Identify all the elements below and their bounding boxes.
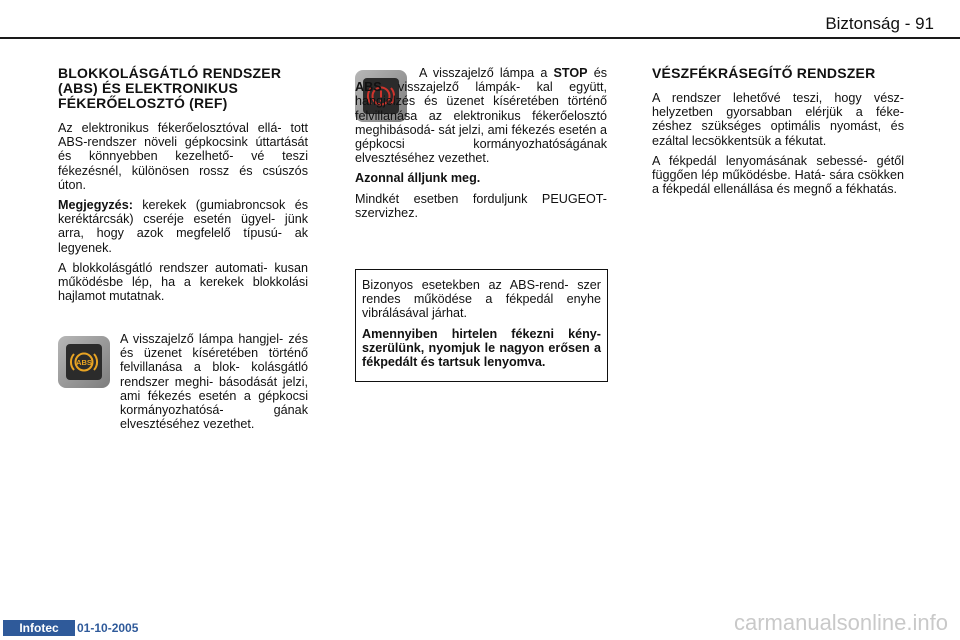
abs-warning-icon (58, 336, 110, 388)
service-text: Mindkét esetben forduljunk PEUGEOT- szervizhez. (355, 191, 607, 220)
header-rule (0, 37, 960, 39)
ref-section (355, 66, 607, 226)
page-header: Biztonság - 91 (825, 14, 934, 33)
ref-lamp-paragraph: A visszajelző lámpa a STOP és ABS visszajelző lámpák- kal együtt, hangjelzés és üzenet kíséretében történő felvillanása az elektronikus fékerőelosztó meghibásodá- sát jelzi, ami fékezés esetén a gépkocsi kormányozhatóságának elvesztéséhez vezethet. (355, 66, 607, 166)
emergency-brake-paragraph-2: A fékpedál lenyomásának sebessé- gétől függően lép működésbe. Hatá- sára csökken a fékpedál ellenállása és megnő a fékhatás. (652, 153, 904, 197)
notice-paragraph-1: Bizonyos esetekben az ABS-rend- szer rendes működése a fékpedál enyhe vibrálásával járhat. (362, 278, 601, 321)
footer-brand: Infotec (3, 620, 75, 636)
stop-label: STOP (553, 66, 588, 80)
emergency-brake-title: VÉSZFÉKRÁSEGÍTŐ RENDSZER (652, 65, 876, 81)
abs-section (58, 66, 308, 309)
abs-intro-paragraph: Az elektronikus fékerőelosztóval ellá- tott ABS-rendszer növeli gépkocsink úttartását és könnyebben kezelhető- vé teszi fékezésnél, különösen rossz és csúszós úton. (58, 121, 308, 192)
notice-paragraph-2: Amennyiben hirtelen fékezni kény- szerülünk, nyomjuk le nagyon erősen a fékpedált és tartsuk lenyomva. (362, 326, 601, 370)
svg-text:ABS: ABS (76, 358, 92, 367)
abs-label: ABS (355, 80, 382, 95)
notice-box (355, 269, 608, 382)
abs-lamp-text-top (120, 332, 308, 431)
footer-date: 01-10-2005 (77, 621, 139, 635)
note-label: Megjegyzés: (58, 198, 133, 213)
abs-note-paragraph (58, 198, 308, 255)
abs-lamp-paragraph: A visszajelző lámpa hangjel- zés és üzenet kíséretében történő felvillanása a blok- kolásgátló rendszer meghi- básodását jelzi, ami fékezés esetén a gépkocsi kormányozhatósá- gának elvesztéséhez vezethet. (120, 332, 308, 432)
note-text: kerekek (gumiabroncsok és keréktárcsák) cseréje esetén ügyel- jünk arra, hogy azok megfelelő típusú- ak legyenek. (58, 198, 308, 255)
stop-now-text: Azonnal álljunk meg. (355, 171, 481, 186)
emergency-brake-section (652, 66, 904, 202)
abs-auto-paragraph: A blokkolásgátló rendszer automati- kusan működésbe lép, ha a kerekek blokkolási hajlamot mutatnak. (58, 260, 308, 304)
emergency-brake-paragraph-1: A rendszer lehetővé teszi, hogy vész- helyzetben gyorsabban elérjük a féke- zéshez szükséges optimális nyomást, és ezáltal lecsökkentsük a fékutat. (652, 91, 904, 148)
watermark: carmanualsonline.info (733, 610, 948, 635)
abs-section-title: BLOKKOLÁSGÁTLÓ RENDSZER (ABS) ÉS ELEKTRONIKUS FÉKERŐELOSZTÓ (REF) (58, 65, 282, 111)
